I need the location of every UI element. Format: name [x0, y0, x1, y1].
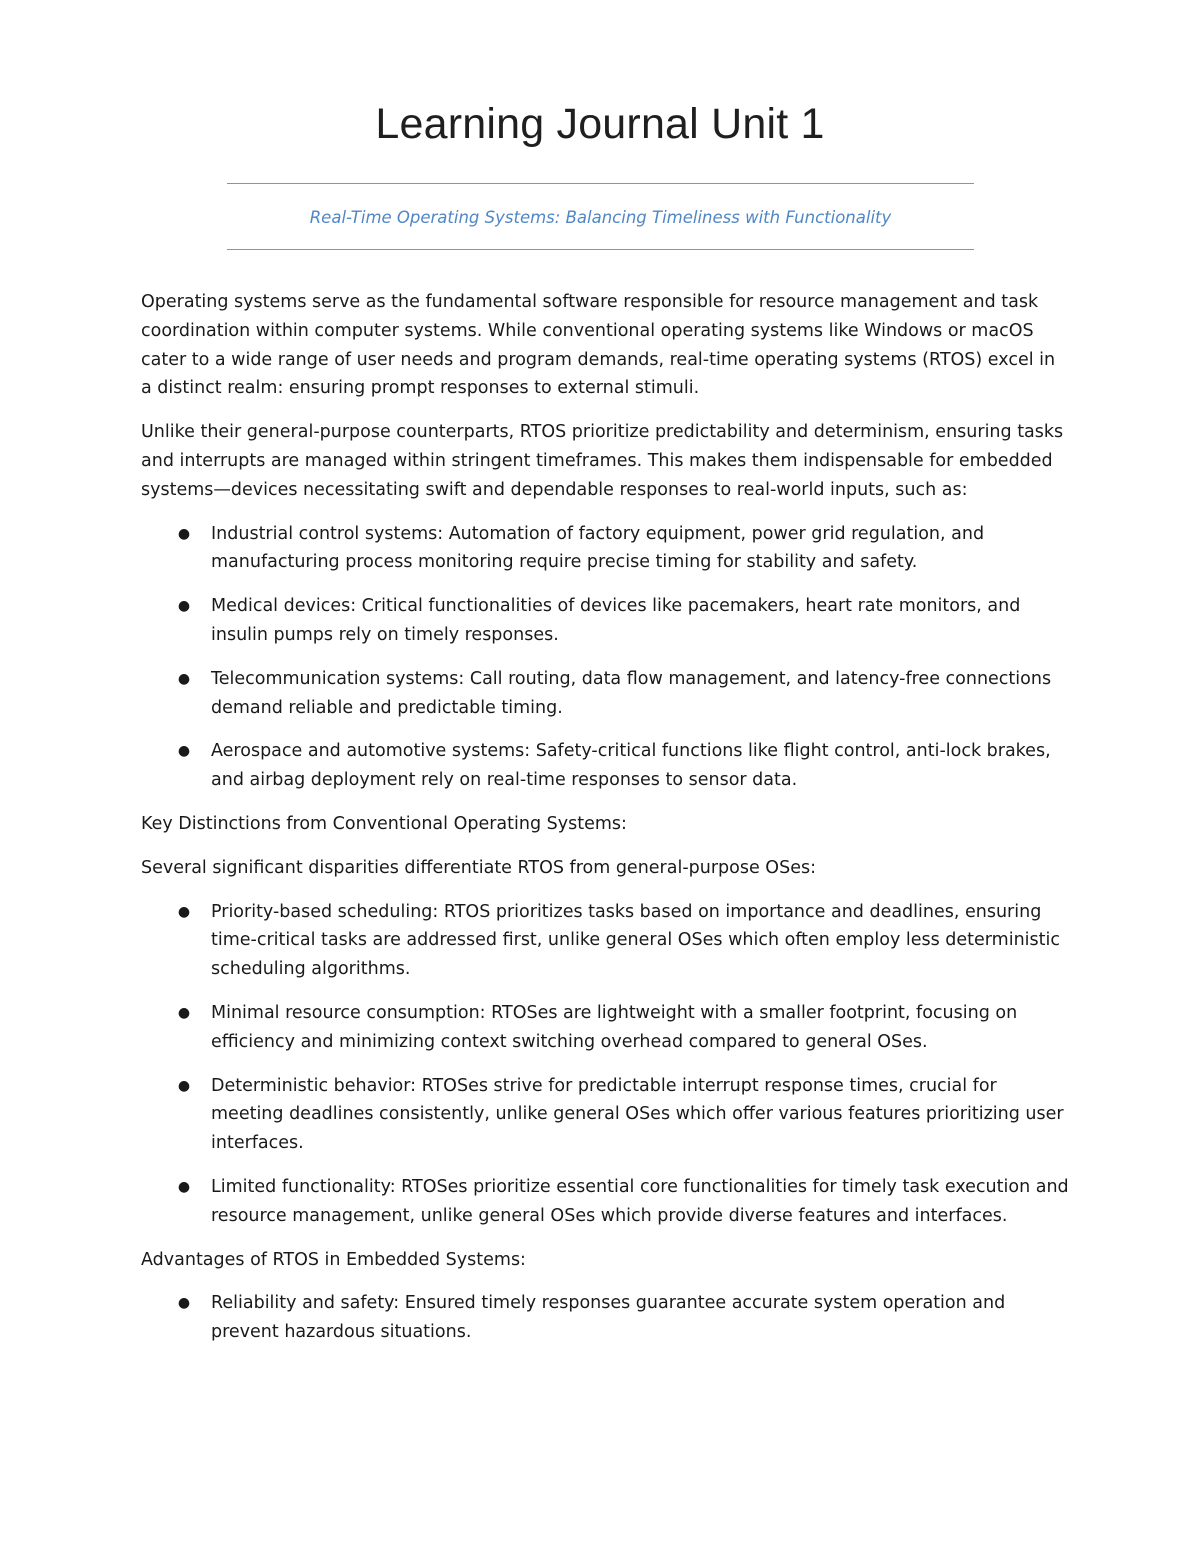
- list-item-text: Limited functionality: RTOSes prioritize essential core functionalities for timely task execution and resource management, unlike general OSes which provide diverse features and interfaces.: [211, 1176, 1069, 1226]
- list-item: [141, 520, 1071, 578]
- list-item: [141, 737, 1071, 795]
- bullet-icon: ●: [177, 598, 191, 615]
- list-item-text: Aerospace and automotive systems: Safety-critical functions like flight control, anti-lock brakes, and airbag deployment rely on real-time responses to sensor data.: [211, 741, 1051, 791]
- list-item: [141, 592, 1071, 650]
- list-item-text: Priority-based scheduling: RTOS prioritizes tasks based on importance and deadlines, ensuring time-critical tasks are addressed first, unlike general OSes which often employ less deterministic scheduling algorithms.: [211, 901, 1061, 980]
- list-item-text: Telecommunication systems: Call routing, data flow management, and latency-free connections demand reliable and predictable timing.: [211, 668, 1052, 718]
- bullet-icon: ●: [177, 670, 191, 687]
- title-divider-top: [227, 183, 974, 184]
- list-item: [141, 999, 1071, 1057]
- bullet-icon: ●: [177, 903, 191, 920]
- advantages-heading: Advantages of RTOS in Embedded Systems:: [141, 1249, 526, 1270]
- distinctions-list: [141, 898, 1071, 1231]
- bullet-icon: ●: [177, 1077, 191, 1094]
- intro-paragraph-2: Unlike their general-purpose counterparts, RTOS prioritize predictability and determinism, ensuring tasks and interrupts are managed within stringent timeframes. This makes them indispensable for embedded systems—devices necessitating swift and dependable responses to real-world inputs, such as:: [141, 422, 1064, 500]
- distinctions-heading: Key Distinctions from Conventional Operating Systems:: [141, 813, 627, 834]
- list-item-text: Minimal resource consumption: RTOSes are lightweight with a smaller footprint, focusing on efficiency and minimizing context switching overhead compared to general OSes.: [211, 1002, 1018, 1052]
- intro-paragraph-1: Operating systems serve as the fundamental software responsible for resource management and task coordination within computer systems. While conventional operating systems like Windows or macOS cater to a wide range of user needs and program demands, real-time operating systems (RTOS) excel in a distinct realm: ensuring prompt responses to external stimuli.: [141, 292, 1056, 399]
- bullet-icon: ●: [177, 1295, 191, 1312]
- bullet-icon: ●: [177, 743, 191, 760]
- title-divider-bottom: [227, 249, 974, 250]
- bullet-icon: ●: [177, 1178, 191, 1195]
- list-item-text: Industrial control systems: Automation of factory equipment, power grid regulation, and manufacturing process monitoring require precise timing for stability and safety.: [211, 523, 985, 573]
- list-item-text: Reliability and safety: Ensured timely responses guarantee accurate system operation and prevent hazardous situations.: [211, 1293, 1006, 1343]
- list-item: [141, 665, 1071, 723]
- advantages-list: [141, 1289, 1071, 1347]
- document-subtitle: Real-Time Operating Systems: Balancing Timeliness with Functionality: [309, 208, 892, 227]
- list-item: [141, 1072, 1071, 1158]
- document-body: [141, 288, 1071, 1362]
- list-item: [141, 1173, 1071, 1231]
- list-item-text: Deterministic behavior: RTOSes strive for predictable interrupt response times, crucial for meeting deadlines consistently, unlike general OSes which offer various features prioritizing user interfaces.: [211, 1075, 1064, 1154]
- bullet-icon: ●: [177, 525, 191, 542]
- bullet-icon: ●: [177, 1004, 191, 1021]
- distinctions-intro: Several significant disparities differentiate RTOS from general-purpose OSes:: [141, 857, 816, 878]
- applications-list: [141, 520, 1071, 795]
- document-title: Learning Journal Unit 1: [375, 100, 825, 148]
- list-item: [141, 1289, 1071, 1347]
- list-item: [141, 898, 1071, 984]
- list-item-text: Medical devices: Critical functionalities of devices like pacemakers, heart rate monitors, and insulin pumps rely on timely responses.: [211, 596, 1021, 645]
